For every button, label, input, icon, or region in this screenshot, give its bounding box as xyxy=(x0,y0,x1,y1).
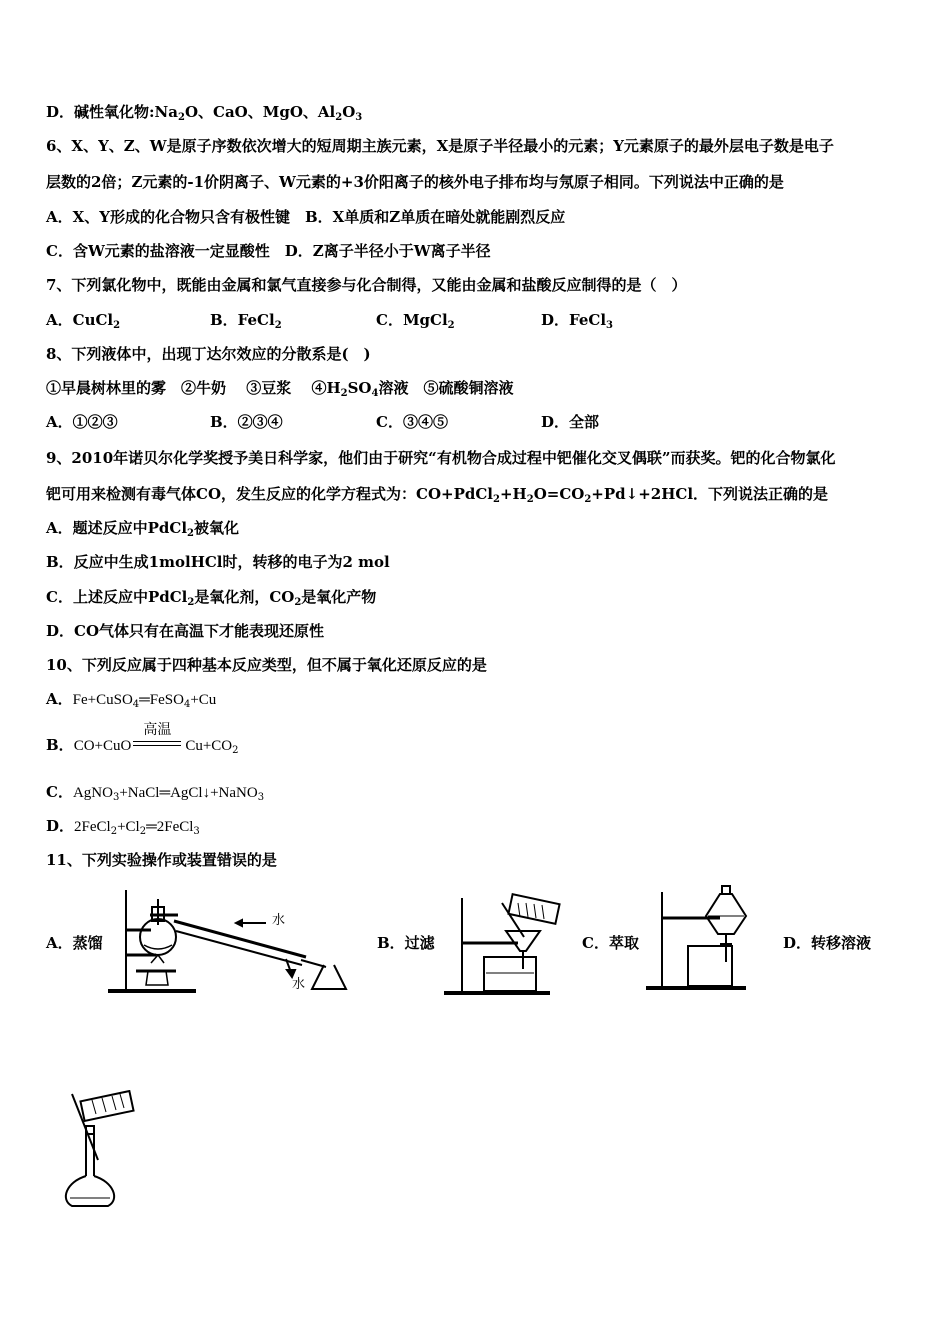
filtration-apparatus-figure xyxy=(440,893,565,998)
q6-options-cd: C．含W元素的盐溶液一定显酸性 D．Z离子半径小于W离子半径 xyxy=(46,242,491,260)
extraction-apparatus-figure xyxy=(642,882,752,994)
transfer-solution-figure xyxy=(58,1090,140,1214)
q10-option-a: A．Fe+CuSO$_4$═FeSO$_4$+Cu xyxy=(46,690,217,710)
q7-option-c: C．MgCl$_2$ xyxy=(376,311,455,331)
q9-option-c: C．上述反应中PdCl$_2$是氧化剂，$CO_2$是氧化产物 xyxy=(46,588,377,608)
q8-items: ①早晨树林里的雾 ②牛奶 ③豆浆 $④H_2SO_4$溶液 ⑤硫酸铜溶液 xyxy=(46,379,514,399)
q8-stem: 8、下列液体中，出现丁达尔效应的分散系是( ) xyxy=(46,345,371,363)
q7-option-d: D．FeCl$_3$ xyxy=(541,311,613,331)
water-in-label: 水 xyxy=(272,913,286,928)
q10-reaction-arrow: 高温 xyxy=(131,735,185,755)
q8-option-c: C．③④⑤ xyxy=(376,413,448,431)
q6-stem-line2: 层数的2倍；Z元素的-1价阴离子、W元素的+3价阳离子的核外电子排布均与氖原子相同。下列说法中正确的是 xyxy=(46,173,784,191)
q10-option-b: B．CO+CuO 高温 $Cu+CO_2$ xyxy=(46,722,239,756)
q7-option-b: B．FeCl$_2$ xyxy=(210,311,282,331)
q6-stem-line1: 6、X、Y、Z、W是原子序数依次增大的短周期主族元素，X是原子半径最小的元素；Y元素原子的最外层电子数是电子 xyxy=(46,137,834,155)
q7-stem: 7、下列氯化物中，既能由金属和氯气直接参与化合制得，又能由金属和盐酸反应制得的是（ ） xyxy=(46,276,687,294)
q10-stem: 10、下列反应属于四种基本反应类型，但不属于氧化还原反应的是 xyxy=(46,656,487,674)
q11-label-c: C．萃取 xyxy=(582,934,639,952)
q9-stem-line2: 钯可用来检测有毒气体CO，发生反应的化学方程式为：$CO+PdCl_2+H_2O=CO_2+Pd↓+2HCl$．下列说法正确的是 xyxy=(46,485,829,505)
distillation-apparatus-figure xyxy=(106,885,364,997)
q9-option-d: D．CO气体只有在高温下才能表现还原性 xyxy=(46,622,325,640)
q9-stem-line1: 9、2010年诺贝尔化学奖授予美日科学家，他们由于研究“有机物合成过程中钯催化交叉偶联”而获奖。钯的化合物氯化 xyxy=(46,449,836,467)
q8-option-b: B．②③④ xyxy=(210,413,283,431)
q11-label-b: B．过滤 xyxy=(377,934,435,952)
q9-option-b: B．反应中生成1molHCl时，转移的电子为2 mol xyxy=(46,553,390,571)
q8-option-d: D．全部 xyxy=(541,413,600,431)
q9-option-a: A．题述反应中PdCl$_2$被氧化 xyxy=(46,519,240,539)
water-out-label: 水 xyxy=(292,977,306,992)
q5-option-d: D．碱性氧化物$:Na_2O$、CaO、MgO、$Al_2O_3$ xyxy=(46,103,363,123)
q10-option-d: D．$2FeCl_2+Cl_2═2FeCl_3$ xyxy=(46,817,200,837)
q8-option-a: A．①②③ xyxy=(46,413,118,431)
q11-label-a: A．蒸馏 xyxy=(46,934,103,952)
q6-options-ab: A．X、Y形成的化合物只含有极性键 B．X单质和Z单质在暗处就能剧烈反应 xyxy=(46,208,566,226)
q10-option-c: C．AgNO$_3$+NaCl═AgCl↓+NaNO$_3$ xyxy=(46,783,265,803)
q11-label-d: D．转移溶液 xyxy=(783,934,872,952)
q7-option-a: A．CuCl$_2$ xyxy=(46,311,121,331)
q11-stem: 11、下列实验操作或装置错误的是 xyxy=(46,851,277,869)
